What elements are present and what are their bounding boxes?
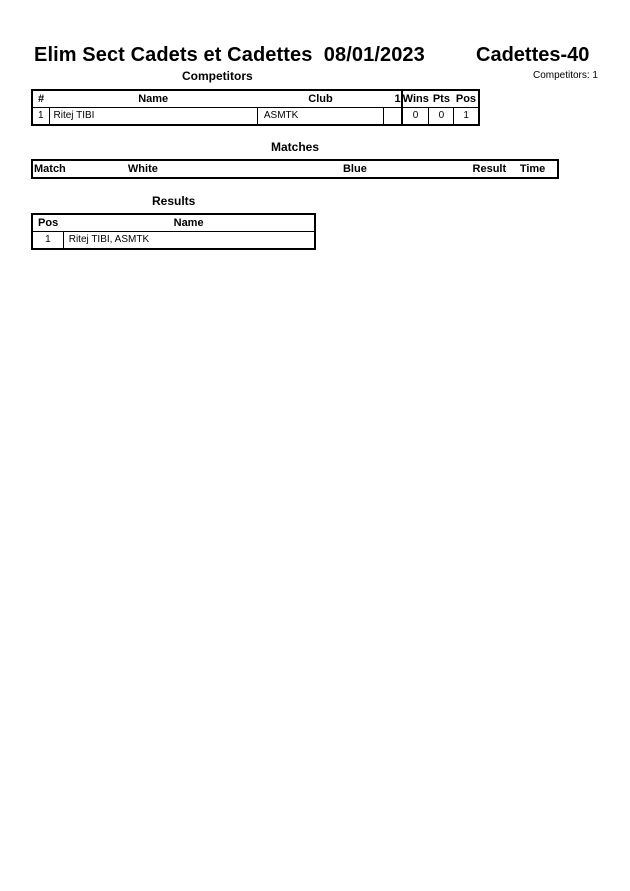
col-header-result: Result	[472, 163, 507, 175]
result-pos: 1	[32, 232, 63, 250]
competitors-table	[31, 89, 480, 126]
table-row	[32, 108, 479, 126]
col-header-num: #	[32, 90, 49, 108]
col-header-wins: Wins	[402, 90, 429, 108]
competitor-wins: 0	[402, 108, 429, 126]
competitor-num: 1	[32, 108, 49, 126]
matches-header-row	[32, 160, 558, 178]
competitors-header-row	[32, 90, 479, 108]
col-header-club: Club	[257, 90, 383, 108]
competitor-round1	[384, 108, 402, 126]
category-title: Cadettes-40	[476, 44, 590, 66]
col-header-blue: Blue	[342, 163, 367, 175]
competitor-name: Ritej TIBI	[49, 108, 257, 126]
col-header-round1: 1	[384, 90, 402, 108]
col-header-time: Time	[519, 163, 546, 175]
page-title: Elim Sect Cadets et Cadettes 08/01/2023	[34, 44, 425, 66]
results-header-row	[32, 214, 315, 232]
competitors-count: Competitors: 1	[532, 70, 598, 81]
col-header-pos: Pos	[454, 90, 479, 108]
col-header-result-pos: Pos	[32, 214, 63, 232]
col-header-name: Name	[49, 90, 257, 108]
competitors-section-title: Competitors	[182, 69, 253, 83]
col-header-pts: Pts	[429, 90, 454, 108]
results-section-title: Results	[152, 194, 196, 208]
col-header-result-name: Name	[63, 214, 315, 232]
result-name: Ritej TIBI, ASMTK	[68, 234, 150, 245]
table-row	[32, 232, 315, 250]
col-header-match: Match	[34, 163, 66, 175]
competitor-club: ASMTK	[257, 108, 383, 126]
matches-section-title: Matches	[271, 140, 320, 154]
col-header-white: White	[127, 163, 158, 175]
competitor-pts: 0	[429, 108, 454, 126]
results-table	[31, 213, 316, 250]
matches-table	[31, 159, 559, 179]
competitor-pos: 1	[454, 108, 479, 126]
